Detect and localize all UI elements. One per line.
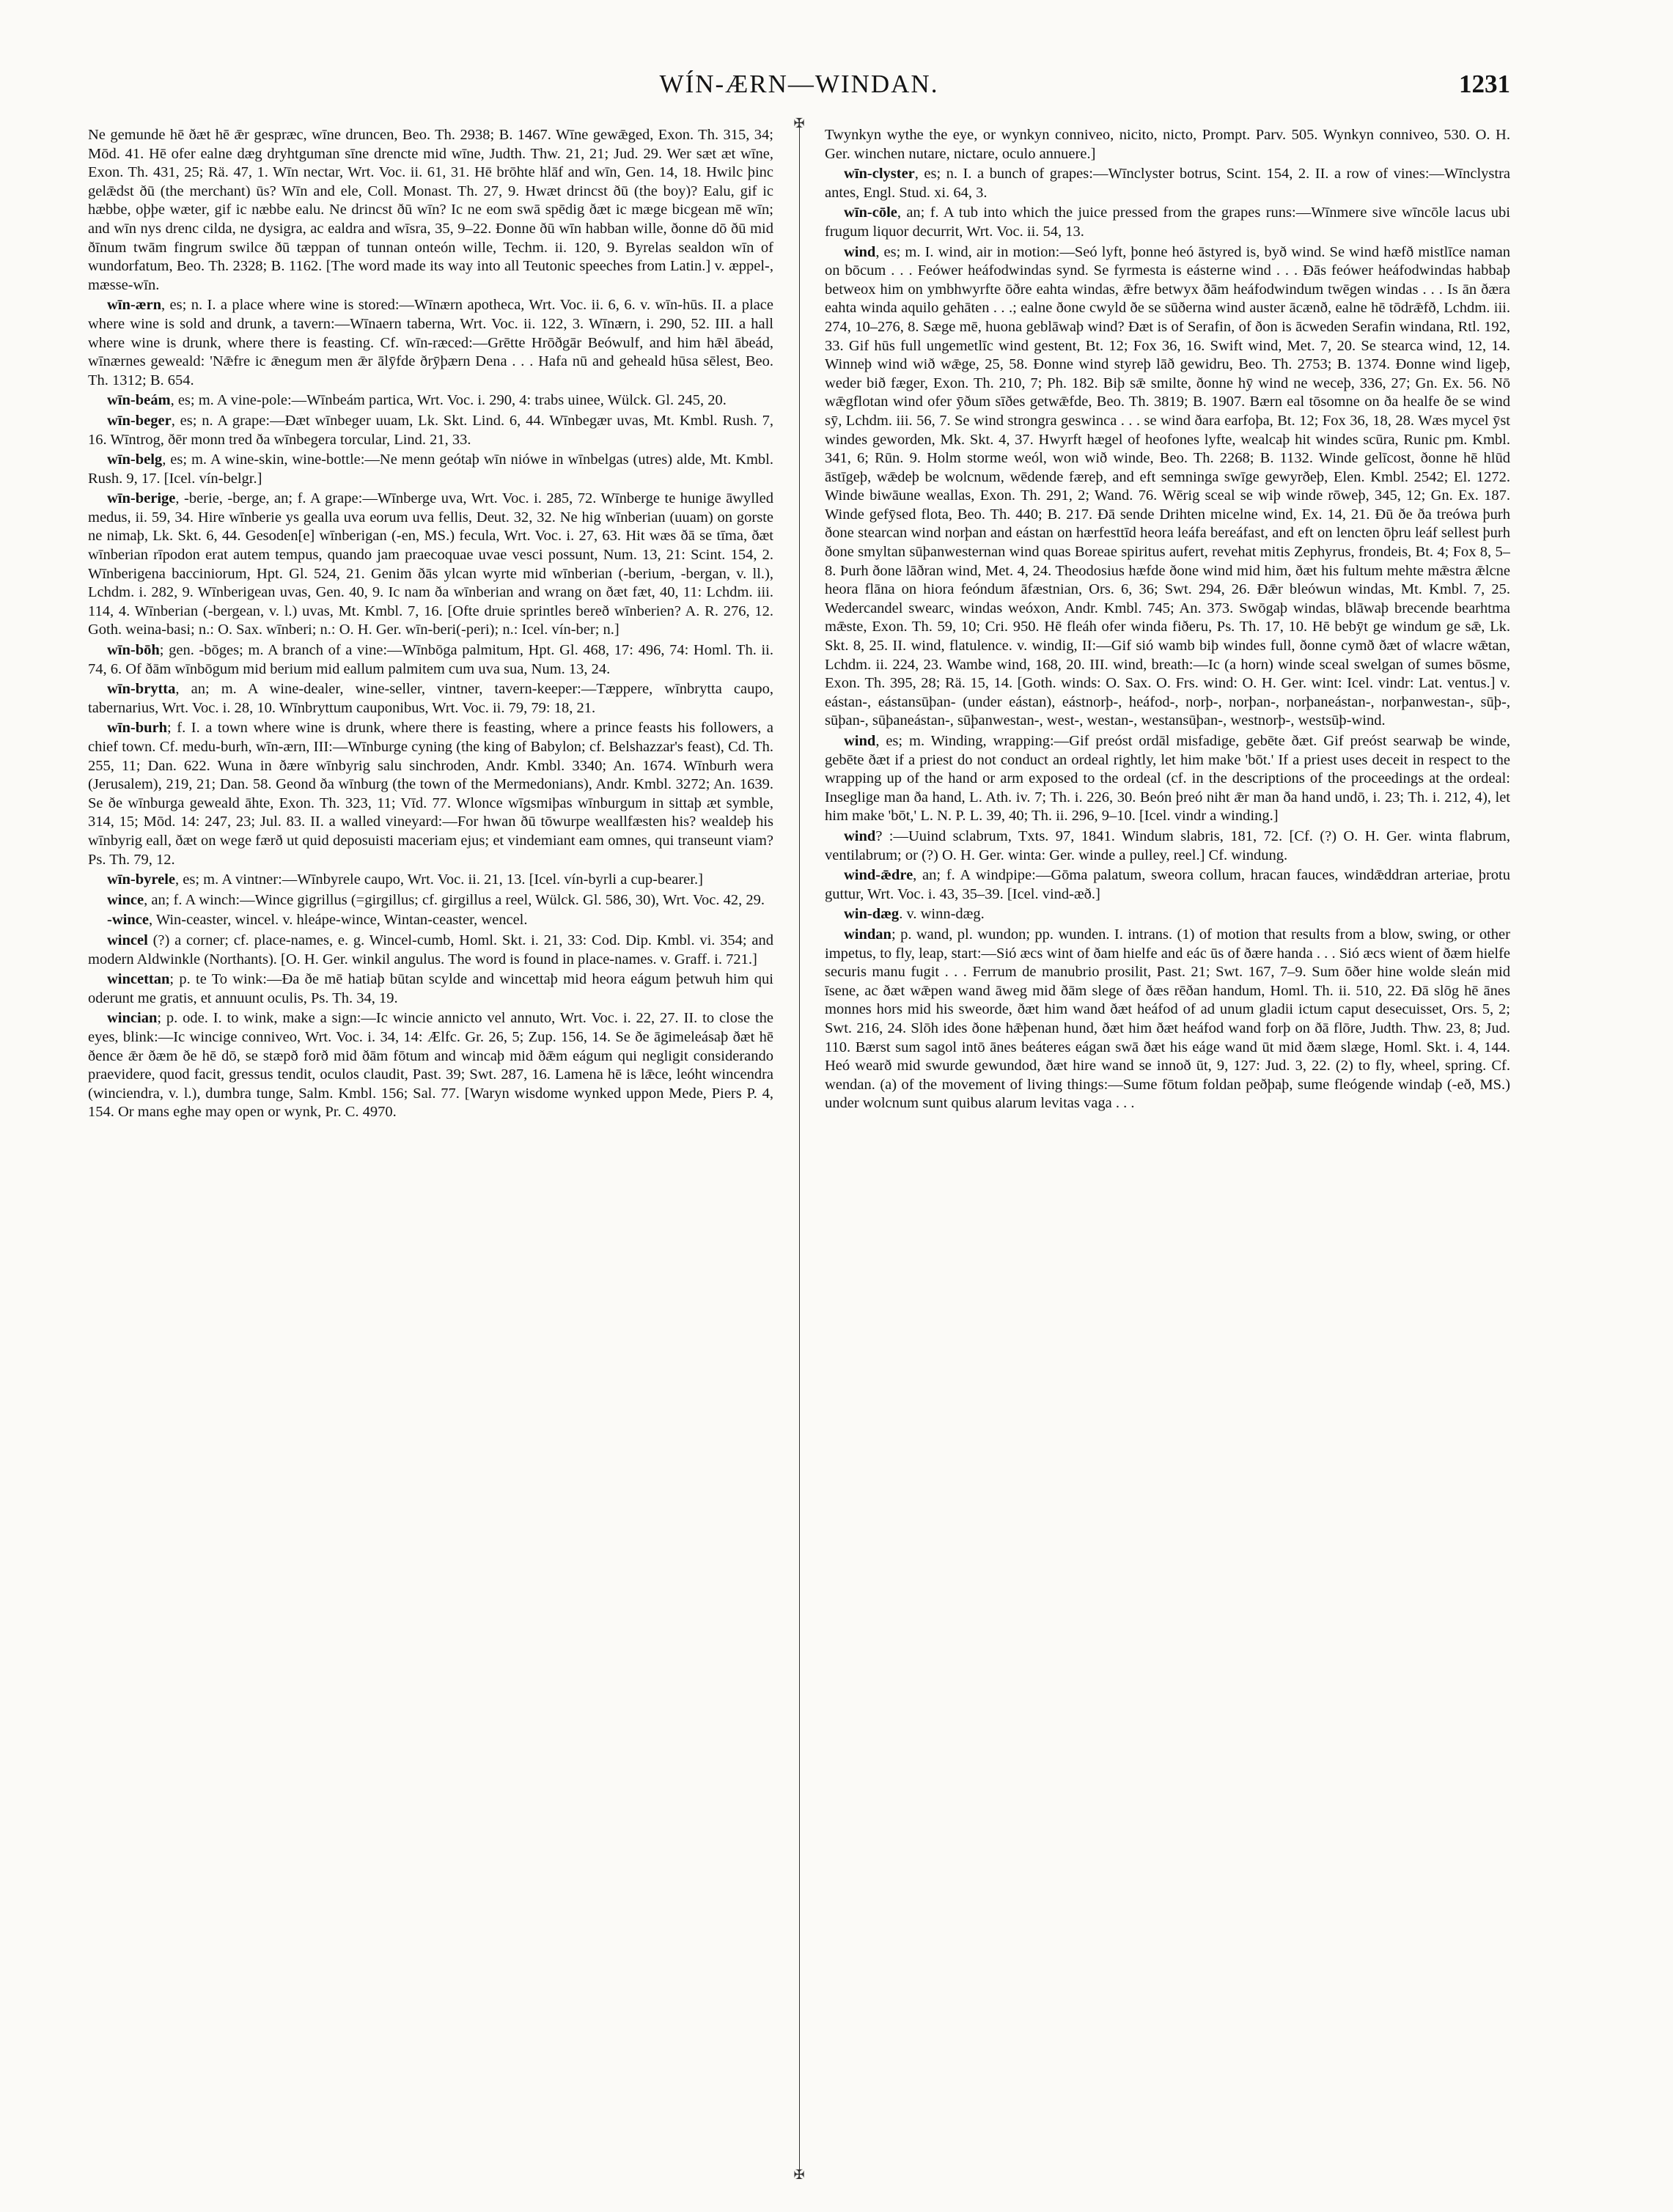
page-title: WÍN-ÆRN—WINDAN. <box>659 70 939 98</box>
dictionary-entry <box>825 126 1510 163</box>
column-divider <box>799 119 800 2178</box>
entry-text: , es; n. A grape:—Ðæt wīnbeger uuam, Lk. Skt. Lind. 6, 44. Wīnbegær uvas, Mt. Kmbl. Rush. 7, 16. Wīntrog, ðēr monn tred ða wīnbegera torcular, Lind. 21, 33. <box>88 412 773 448</box>
entry-headword: wincettan <box>107 971 170 988</box>
page-number: 1231 <box>1459 70 1510 98</box>
entry-headword: win-dæg <box>844 906 900 923</box>
dictionary-entry <box>88 871 773 890</box>
dictionary-entry <box>88 680 773 718</box>
dictionary-entry <box>88 911 773 930</box>
divider-ornament-bottom: ✠ <box>793 2167 805 2182</box>
entry-text: ; f. I. a town where wine is drunk, where there is feasting, where a prince feasts his followers, a chief town. Cf. medu-burh, wīn-ærn, III:—Wīnburge cyning (the king of Babylon; cf. Belshazzar's feast), Cd. Th. 255, 11; Dan. 622. Wuna in ðære wīnbyrig salu sinchroden, Andr. Kmbl. 3340; An. 1674. Wīnburh wera (Jerusalem), 219, 21; Dan. 58. Geond ða wīnburg (the town of the Mermedonians), Andr. Kmbl. 3272; An. 1639. Se ðe wīnburga geweald āhte, Exon. Th. 323, 11; Vīd. 77. Wlonce wīgsmiþas wīnburgum in sittaþ æt symble, 314, 15; Mōd. 14: 247, 23; Jul. 83. II. a walled vineyard:—For hwan ðū tōwurpe weallfæsten his? wealdeþ his wīnbyrig eall, ðæt on wege færð ut quid deposuisti maceriam ejus; et vindemiant eam omnes, qui transeunt viam? Ps. Th. 79, 12. <box>88 720 773 868</box>
entry-text: , an; f. A windpipe:—Gōma palatum, sweora collum, hracan fauces, windǣddran arteriae, þrotu guttur, Wrt. Voc. i. 43, 35–39. [Icel. vind-æð.] <box>825 867 1510 902</box>
entry-headword: wīn-belg <box>107 451 163 468</box>
dictionary-entry <box>88 296 773 390</box>
entry-text: , Win-ceaster, wincel. v. hleápe-wince, Wintan-ceaster, wencel. <box>148 912 528 929</box>
entry-headword: wīn-bōh <box>107 642 160 659</box>
dictionary-entry <box>88 891 773 910</box>
entry-text: , an; f. A tub into which the juice pressed from the grapes runs:—Wīnmere sive wīncōle lacus ubi frugum liquor decurrit, Wrt. Voc. ii. 54, 13. <box>825 204 1510 240</box>
entry-headword: wīn-clyster <box>844 166 915 183</box>
entry-text: , an; m. A wine-dealer, wine-seller, vintner, tavern-keeper:—Tæppere, wīnbrytta caupo, tabernarius, Wrt. Voc. i. 28, 10. Wīnbryttum cauponibus, Wrt. Voc. ii. 79, 79: 18, 21. <box>88 681 773 716</box>
entry-headword: wīn-burh <box>107 720 168 737</box>
entry-headword: wīn-brytta <box>107 681 176 698</box>
dictionary-entry <box>825 866 1510 904</box>
entry-text: , es; n. I. a bunch of grapes:—Wīnclyster botrus, Scint. 154, 2. II. a row of vines:—Wīnclystra antes, Engl. Stud. xi. 64, 3. <box>825 166 1510 201</box>
dictionary-entry <box>88 1009 773 1122</box>
entry-headword: wind-ǣdre <box>844 867 913 884</box>
dictionary-entry <box>88 970 773 1008</box>
entry-headword: windan <box>844 926 891 943</box>
dictionary-entry <box>88 932 773 969</box>
dictionary-entry <box>88 719 773 869</box>
entry-headword: wind <box>844 733 876 749</box>
entry-text: , es; m. A wine-skin, wine-bottle:—Ne menn geótaþ wīn niówe in wīnbelgas (utres) alde, Mt. Kmbl. Rush. 9, 17. [Icel. vín-belgr.] <box>88 451 773 487</box>
entry-text: ; p. te To wink:—Ða ðe mē hatiaþ būtan scylde and wincettaþ mid heora eágum þetwuh him qui oderunt me gratis, et annuunt oculis, Ps. Th. 34, 19. <box>88 971 773 1006</box>
dictionary-entry <box>825 732 1510 826</box>
entry-headword: -wince <box>107 912 149 929</box>
entry-headword: wīn-cōle <box>844 204 897 221</box>
entry-headword: wind <box>844 243 876 260</box>
entry-text: , es; m. A vintner:—Wīnbyrele caupo, Wrt. Voc. ii. 21, 13. [Icel. vín-byrli a cup-bearer.] <box>175 871 703 888</box>
dictionary-entry <box>88 126 773 295</box>
dictionary-columns <box>88 116 1510 2182</box>
dictionary-entry <box>825 827 1510 865</box>
dictionary-entry <box>825 165 1510 202</box>
entry-text: , es; m. I. wind, air in motion:—Seó lyft, þonne heó āstyred is, byð wind. Se wind hæfð mistlīce naman on bōcum . . . Feówer heáfodwindas synd. Se fyrmesta is eásterne wind . . . Ðās feówer heáfodwindas habbaþ betweox him on ymbhwyrfte ōðre eahta windas, ǣfre betwyx ðām heáfodwindum twēgen windas . . . Is ān ðæra eahta winda aquilo gehāten . . .; ealne ðone cwyld ðe se sūðerna wind auster ācænð, ealne hē tōdrǣfð, Lchdm. iii. 274, 10–276, 8. Sæge mē, huona geblāwaþ wind? Ðæt is of Serafin, of ðon is ācweden Serafin windana, Rtl. 192, 33. Gif hūs full ungemetlīc wind gestent, Bt. 12; Fox 36, 16. Swift wind, Met. 7, 20. Se stearca wind, 12, 14. Winneþ wind wið wǣge, 25, 58. Ðonne wind styreþ lāð gewidru, Beo. Th. 2753; B. 1374. Ðonne wind ligeþ, weder bið fæger, Exon. Th. 210, 7; Ph. 182. Biþ sǣ smilte, ðonne hȳ wind ne weceþ, 336, 27; Gn. Ex. 56. Nō wǣgflotan wind ofer ȳðum sīðes getwǣfde, Beo. Th. 3819; B. 1907. Bærn eal tōsomne on ða healfe ðe se wind sȳ, Lchdm. iii. 56, 7. Se wind strongra geswinca . . . se wind ðara earfoþa, Bt. 12; Fox 36, 18, 28. Wæs mycel ȳst windes geworden, Mk. Skt. 4, 37. Hwyrft hægel of heofones lyfte, wealcaþ hit windes scūra, Runic pm. Kmbl. 341, 6; Rūn. 9. Holm storme weól, won wið winde, Beo. Th. 2268; B. 1132. Winde gelīcost, ðonne hē hlūd āstīgeþ, wǣdeþ be wolcnum, wēdende færeþ, and eft semninga swīge gewyrðeþ, Elen. Kmbl. 2542; El. 1272. Winde biwāune weallas, Exon. Th. 291, 2; Wand. 76. Wērig sceal se wiþ winde rōweþ, 345, 12; Gn. Ex. 187. Winde gefȳsed flota, Beo. Th. 440; B. 217. Ðā sende Drihten micelne wind, Ex. 14, 21. Ðū ðe ða treówa þurh ðone stearcan wind norþan and eástan on hærfesttīd heora leáfa bereáfast, and eft on lencten ōþru leáf sellest þurh ðone smyltan sūþanwesternan wind quas Boreae spiritus aufert, revehat mitis Zephyrus, frondeis, Bt. 4; Fox 8, 5–8. Þurh ðone lāðran wind, Met. 4, 24. Theodosius hæfde ðone wind mid him, ðæt his fultum mehte mǣstra ǣlcne heora flāna on hiora feóndum āfæstnian, Ors. 6, 36; Swt. 294, 26. Ðǣr bleówun windas, Mt. Kmbl. 7, 25. Wedercandel swearc, windas weóxon, Andr. Kmbl. 745; An. 373. Swōgaþ windas, blāwaþ brecende bearhtma mǣste, Exon. Th. 59, 10; Cri. 950. Hē fleáh ofer winda fiðeru, Ps. Th. 17, 10. Hē bebȳt ge windum ge sǣ, Lk. Skt. 8, 25. II. wind, flatulence. v. windig, II:—Gif sió wamb biþ windes full, ðonne cymð ðæt of wlacre wǣtan, Lchdm. ii. 224, 23. Wambe wind, 168, 20. III. wind, breath:—Ic (a horn) winde sceal swelgan of sumes bōsme, Exon. Th. 395, 28; Rä. 15, 14. [Goth. winds: O. Sax. O. Frs. wind: O. H. Ger. wint: Icel. vindr: Lat. ventus.] v. eástan-, eástansūþan- (under eástan), eástnorþ-, heáfod-, norþ-, norþan-, norþaneástan-, norþanwestan-, sūþ-, sūþan-, sūþaneástan-, sūþanwestan-, west-, westan-, westansūþan-, westnorþ-, westsūþ-wind. <box>825 243 1510 729</box>
dictionary-entry <box>825 905 1510 924</box>
entry-headword: wīn-ærn <box>107 297 162 314</box>
entry-headword: wind <box>844 827 876 844</box>
dictionary-entry <box>88 451 773 488</box>
dictionary-entry <box>88 412 773 449</box>
entry-headword: wincel <box>107 932 148 948</box>
entry-headword: wīn-byrele <box>107 871 176 888</box>
divider-ornament-top: ✠ <box>793 116 805 130</box>
dictionary-entry <box>825 204 1510 241</box>
entry-text: Twynkyn wythe the eye, or wynkyn conniveo, nicito, nicto, Prompt. Parv. 505. Wynkyn conniveo, 530. O. H. Ger. winchen nutare, nictare, oculo annuere.] <box>825 127 1510 162</box>
dictionary-entry <box>88 490 773 640</box>
entry-headword: wīn-beám <box>107 392 171 409</box>
dictionary-entry <box>88 641 773 679</box>
entry-text: , -berie, -berge, an; f. A grape:—Wīnberge uva, Wrt. Voc. i. 285, 72. Wīnberge te hunige āwylled medus, ii. 59, 34. Hire wīnberie ys gealla uva eorum uva fellis, Deut. 32, 32. Ne hig wīnberian (uuam) on gorste ne nimaþ, Lk. Skt. 6, 44. Gesoden[e] wīnberigan (-en, MS.) fecula, Wrt. Voc. i. 27, 63. Hit wæs ðā se tīma, ðæt wīnberian rīpodon erat autem tempus, quando jam praecoquae uvae vesci possunt, Num. 13, 21: Scint. 154, 2. Wīnberigena bacciniorum, Hpt. Gl. 524, 21. Genim ðās ylcan wyrte mid wīnberian (-berium, -bergan, v. ll.), Lchdm. i. 282, 9. Wīnberigean uvas, Gen. 40, 9. Ic nam ða wīnberian and wrang on ðæt fæt, 40, 11: Lchdm. iii. 114, 4. Wīnberian (-bergean, v. l.) uvas, Mt. Kmbl. 7, 16. [Ofte druie sprintles bereð wīnberien? A. R. 276, 12. Goth. weina-basi; n.: O. Sax. wīnberi; n.: O. H. Ger. wīn-beri(-peri); n.: Icel. vín-ber; n.] <box>88 490 773 638</box>
entry-text: ; gen. -bōges; m. A branch of a vine:—Wīnbōga palmitum, Hpt. Gl. 468, 17: 496, 74: Homl. Th. ii. 74, 6. Of ðām wīnbōgum mid berium mid eallum palmitem cum uva sua, Num. 13, 24. <box>88 642 773 677</box>
right-column <box>825 126 1510 2171</box>
dictionary-entry <box>88 391 773 410</box>
entry-text: . v. winn-dæg. <box>899 906 985 923</box>
dictionary-entry <box>825 243 1510 731</box>
entry-text: ; p. wand, pl. wundon; pp. wunden. I. intrans. (1) of motion that results from a blow, swing, or other impetus, to fly, leap, start:—Sió æcs wint of ðam hielfe and eác ūs of ðære handa . . . Sió æcs wient of ðæm hielfe securis manu fugit . . . Ferrum de manubrio prosilit, Past. 21; Swt. 167, 7–9. Sum ōðer hine wolde sleán mid īsene, ac ðæt wǣpen wand āweg mid ðām slege of ðæs rēðan handum, Homl. Th. ii. 510, 22. Ðā slōg hē ānes monnes hors mid his sweorde, ðæt him wand ðæt heáfod of ad unum gladii ictum caput desecuisset, Ors. 5, 2; Swt. 216, 24. Slōh ides ðone hǣþenan hund, ðæt him ðæt heáfod wand forþ on ðā flōre, Judth. Thw. 23, 8; Jud. 110. Bærst sum sagol intō ānes beáteres eágan swā ðæt his eáge wand ūt mid ðæm slæge, Homl. Skt. i. 4, 144. Heó wearð mid swurde gewundod, ðæt hire wand se innoð ūt, 9, 127: Jud. 3, 22. (2) to fly, wheel, spring. Cf. wendan. (a) of the movement of living things:—Sume fōtum foldan peðþaþ, sume fleógende windaþ (-eð, MS.) under wolcnum sunt quibus alarum levitas vaga . . . <box>825 926 1510 1112</box>
entry-text: , an; f. A winch:—Wince gigrillus (=girgillus; cf. girgillus a reel, Wülck. Gl. 586, 30), Wrt. Voc. 42, 29. <box>144 891 765 908</box>
entry-text: , es; m. A vine-pole:—Wīnbeám partica, Wrt. Voc. i. 290, 4: trabs uinee, Wülck. Gl. 245, 20. <box>170 392 727 409</box>
entry-text: Ne gemunde hē ðæt hē ǣr gespræc, wīne druncen, Beo. Th. 2938; B. 1467. Wīne gewǣged, Exon. Th. 315, 34; Mōd. 41. Hē ofer ealne dæg dryhtguman sīne drencte mid wīne, Judth. Thw. 21, 21; Jud. 29. Wer sæt æt wīne, Exon. Th. 431, 25; Rä. 47, 1. Wīn nectar, Wrt. Voc. ii. 61, 31. Hē brōhte hlāf and wīn, Gen. 14, 18. Hwilc þinc gelǣdst ðū (the merchant) ūs? Wīn and ele, Coll. Monast. Th. 27, 9. Hwæt drincst ðū (the boy)? Ealu, gif ic hæbbe, oþþe wæter, gif ic næbbe ealu. Ne drincst ðū wīn? Ic ne eom swā spēdig ðæt ic mæge bicgean mē wīn; and wīn nys drenc cilda, ne dysigra, ac ealdra and wīsra, 35, 9–22. Ðonne ðū wīn habban wille, ðonne dō ðū mid ðīnum twām fingrum swilce ðū tæppan of tunnan onteón wille, Techm. ii. 120, 9. Byrelas sealdon wīn of wundorfatum, Beo. Th. 2328; B. 1162. [The word made its way into all Teutonic speeches from Latin.] v. æppel-, mæsse-wīn. <box>88 127 773 293</box>
left-column <box>88 126 773 2171</box>
entry-headword: wīn-beger <box>107 412 172 429</box>
entry-headword: wincian <box>107 1010 158 1027</box>
entry-headword: wīn-berige <box>107 490 176 507</box>
entry-text: , es; m. Winding, wrapping:—Gif preóst ordāl misfadige, gebēte ðæt. Gif preóst searwaþ be winde, gebēte ðæt if a priest do not conduct an ordeal rightly, let him make 'bōt.' If a priest uses deceit in respect to the wrapping up of the hand or arm exposed to the ordeal (cf. in the descriptions of the proceedings at the ordeal: Inseglige man ða hand, L. Ath. iv. 7; Th. i. 226, 30. Beón þreó niht ǣr man ða hand undō, i. 23; Th. i. 212, 4), let him make 'bōt,' L. N. P. L. 39, 40; Th. ii. 296, 9–10. [Icel. vindr a winding.] <box>825 733 1510 825</box>
page-header <box>88 70 1510 106</box>
entry-text: ? :—Uuind sclabrum, Txts. 97, 1841. Windum slabris, 181, 72. [Cf. (?) O. H. Ger. winta flabrum, ventilabrum; or (?) O. H. Ger. winta: Ger. winde a pulley, reel.] Cf. windung. <box>825 827 1510 863</box>
entry-text: (?) a corner; cf. place-names, e. g. Wincel-cumb, Homl. Skt. i. 21, 33: Cod. Dip. Kmbl. vi. 354; and modern Aldwinkle (Northants). [O. H. Ger. winkil angulus. The word is found in place-names. v. Graff. i. 721.] <box>88 932 773 967</box>
entry-text: ; p. ode. I. to wink, make a sign:—Ic wincie annicto vel annuto, Wrt. Voc. i. 22, 27. II. to close the eyes, blink:—Ic wincige conniveo, Wrt. Voc. i. 34, 14: Ælfc. Gr. 26, 5; Zup. 156, 14. Se ðe āgimeleásaþ ðæt hē ðence ǣr ðæm ðe hē dō, se stæpð forð mid ðām fōtum and wincaþ mid ðǣm eágum qui negligit considerando praevidere, quod facit, gressus tendit, oculos claudit, Past. 39; Swt. 287, 16. Lamena hē is lǣce, leóht wincendra (winciendra, v. l.), dumbra tunge, Salm. Kmbl. 156; Sal. 77. [Waryn wisdome wynked uppon Mede, Piers P. 4, 154. Or mans eghe may open or wynk, Pr. C. 4970. <box>88 1010 773 1121</box>
entry-text: , es; n. I. a place where wine is stored:—Wīnærn apotheca, Wrt. Voc. ii. 6, 6. v. wīn-hūs. II. a place where wine is sold and drunk, a tavern:—Wīnaern taberna, Wrt. Voc. ii. 122, 3. Wīnærn, i. 290, 52. III. a hall where wine is drunk, where there is feasting. Cf. wīn-ræced:—Grētte Hrōðgār Beówulf, and him hǣl ābeád, wīnærnes geweald: 'Nǣfre ic ǣnegum men ǣr ālȳfde ðrȳþærn Dena . . . Hafa nū and geheald hūsa sēlest, Beo. Th. 1312; B. 654. <box>88 297 773 388</box>
dictionary-entry <box>825 926 1510 1113</box>
entry-headword: wince <box>107 891 144 908</box>
